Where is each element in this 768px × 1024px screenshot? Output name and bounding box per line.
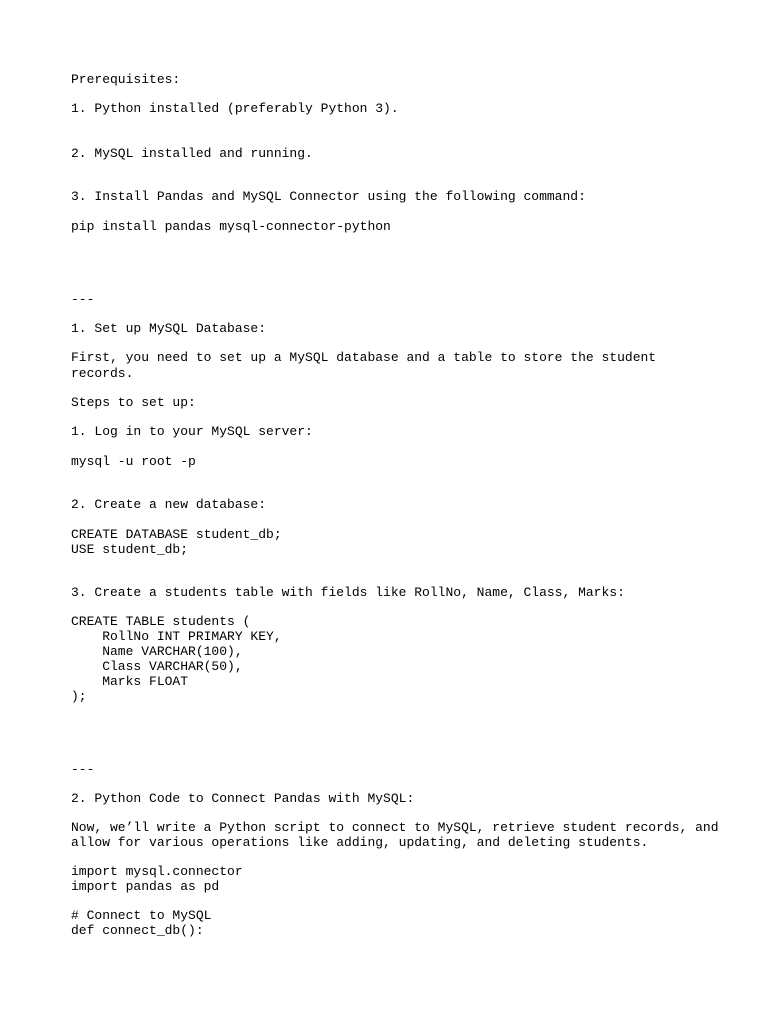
step-1-code: mysql -u root -p: [71, 454, 196, 469]
prerequisites-title: Prerequisites:: [71, 72, 181, 87]
step-2-text: 2. Create a new database:: [71, 497, 267, 512]
python-code-line: import mysql.connector: [71, 864, 243, 879]
python-code-line: def connect_db():: [71, 923, 204, 938]
step-3-text: 3. Create a students table with fields like RollNo, Name, Class, Marks:: [71, 585, 625, 600]
step-3-code-line: Name VARCHAR(100),: [71, 644, 243, 659]
step-3-code-line: RollNo INT PRIMARY KEY,: [71, 629, 282, 644]
step-2-code-line: USE student_db;: [71, 542, 189, 557]
section-2-intro-line-2: allow for various operations like adding, updating, and deleting students.: [71, 835, 649, 850]
python-code-line: # Connect to MySQL: [71, 908, 212, 923]
pip-install-command: pip install pandas mysql-connector-python: [71, 219, 391, 234]
separator-2: ---: [71, 762, 95, 777]
section-2-intro-line-1: Now, we’ll write a Python script to connect to MySQL, retrieve student records, and: [71, 820, 719, 835]
step-3-code-line: CREATE TABLE students (: [71, 614, 251, 629]
step-3-code-line: Class VARCHAR(50),: [71, 659, 243, 674]
step-3-code-line: );: [71, 689, 87, 704]
prerequisite-item-1: 1. Python installed (preferably Python 3).: [71, 101, 399, 116]
step-3-code-line: Marks FLOAT: [71, 674, 189, 689]
section-1-intro-line-2: records.: [71, 366, 134, 381]
step-1-text: 1. Log in to your MySQL server:: [71, 424, 313, 439]
python-code-line: import pandas as pd: [71, 879, 220, 894]
prerequisite-item-2: 2. MySQL installed and running.: [71, 146, 313, 161]
separator-1: ---: [71, 292, 95, 307]
section-1-intro-line-1: First, you need to set up a MySQL database and a table to store the student: [71, 350, 657, 365]
prerequisite-item-3: 3. Install Pandas and MySQL Connector using the following command:: [71, 189, 586, 204]
step-2-code-line: CREATE DATABASE student_db;: [71, 527, 282, 542]
section-2-heading: 2. Python Code to Connect Pandas with MySQL:: [71, 791, 415, 806]
steps-label: Steps to set up:: [71, 395, 196, 410]
section-1-heading: 1. Set up MySQL Database:: [71, 321, 267, 336]
